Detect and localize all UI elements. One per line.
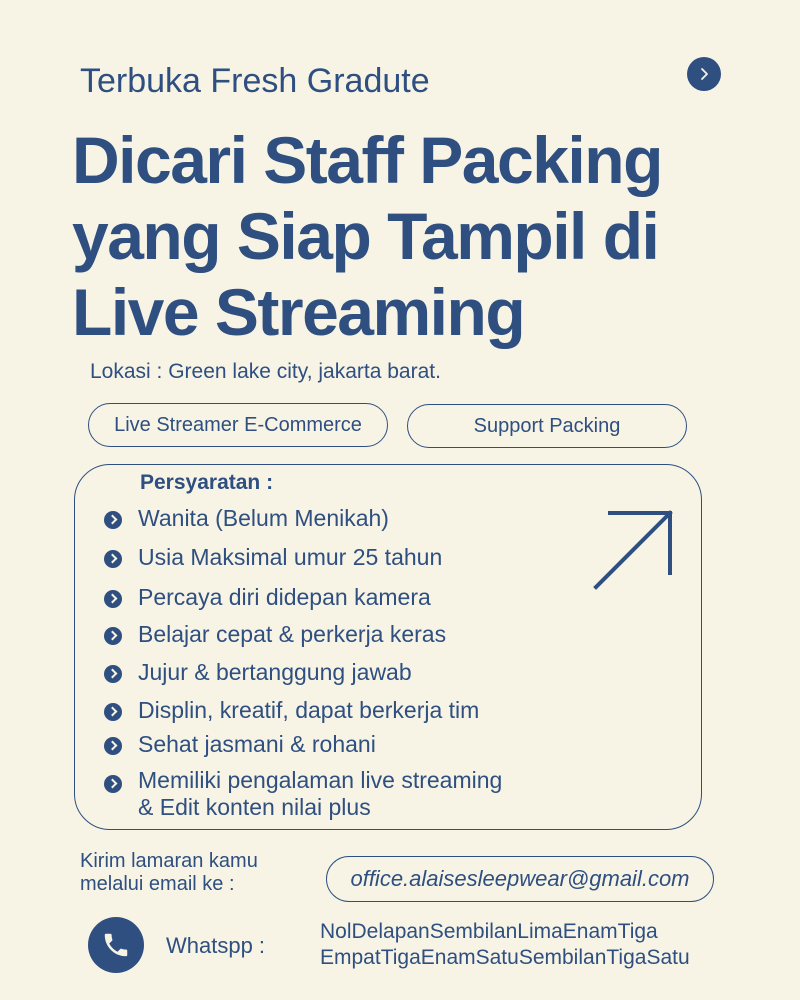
chevron-bullet-icon	[104, 511, 122, 529]
list-item	[104, 659, 584, 686]
list-item	[104, 505, 584, 532]
list-item	[104, 584, 584, 611]
apply-line-1: Kirim lamaran kamu	[80, 850, 258, 872]
list-item	[104, 731, 584, 758]
chevron-bullet-icon	[104, 665, 122, 683]
next-button[interactable]	[687, 57, 721, 91]
list-item	[104, 621, 584, 648]
headline-line-2: yang Siap Tampil di	[72, 199, 659, 273]
requirement-text: Displin, kreatif, dapat berkerja tim	[138, 697, 480, 723]
headline-line-3: Live Streaming	[72, 275, 525, 349]
location-text: Lokasi : Green lake city, jakarta barat.	[90, 360, 441, 383]
chevron-bullet-icon	[104, 703, 122, 721]
subtitle: Terbuka Fresh Gradute	[80, 62, 430, 100]
apply-instruction	[80, 850, 310, 896]
chevron-bullet-icon	[104, 550, 122, 568]
phone-icon	[101, 930, 131, 960]
position-tag-support-packing: Support Packing	[407, 404, 687, 448]
requirement-text: Memiliki pengalaman live streaming & Edit konten nilai plus	[138, 767, 503, 820]
requirement-text: Wanita (Belum Menikah)	[138, 505, 389, 531]
whatsapp-number	[320, 919, 690, 971]
headline-line-1: Dicari Staff Packing	[72, 123, 662, 197]
list-item	[104, 767, 584, 821]
whatsapp-label: Whatspp :	[166, 933, 266, 958]
list-item	[104, 544, 584, 571]
position-tag-live-streamer: Live Streamer E-Commerce	[88, 403, 388, 447]
requirement-text: Percaya diri didepan kamera	[138, 584, 431, 610]
requirement-text: Belajar cepat & perkerja keras	[138, 621, 447, 647]
phone-button[interactable]	[88, 917, 144, 973]
requirement-text: Sehat jasmani & rohani	[138, 731, 376, 757]
chevron-bullet-icon	[104, 590, 122, 608]
email-link[interactable]: office.alaisesleepwear@gmail.com	[326, 856, 714, 902]
whatsapp-number-line-1: NolDelapanSembilanLimaEnamTiga	[320, 920, 658, 943]
requirement-text: Usia Maksimal umur 25 tahun	[138, 544, 443, 570]
headline	[72, 122, 772, 350]
arrow-up-right-icon	[590, 505, 680, 595]
requirement-text: Jujur & bertanggung jawab	[138, 659, 412, 685]
apply-line-2: melalui email ke :	[80, 873, 235, 895]
chevron-right-icon	[697, 67, 711, 81]
whatsapp-number-line-2: EmpatTigaEnamSatuSembilanTigaSatu	[320, 946, 690, 969]
chevron-bullet-icon	[104, 627, 122, 645]
requirements-title: Persyaratan :	[140, 471, 274, 494]
list-item	[104, 697, 584, 724]
chevron-bullet-icon	[104, 775, 122, 793]
chevron-bullet-icon	[104, 737, 122, 755]
